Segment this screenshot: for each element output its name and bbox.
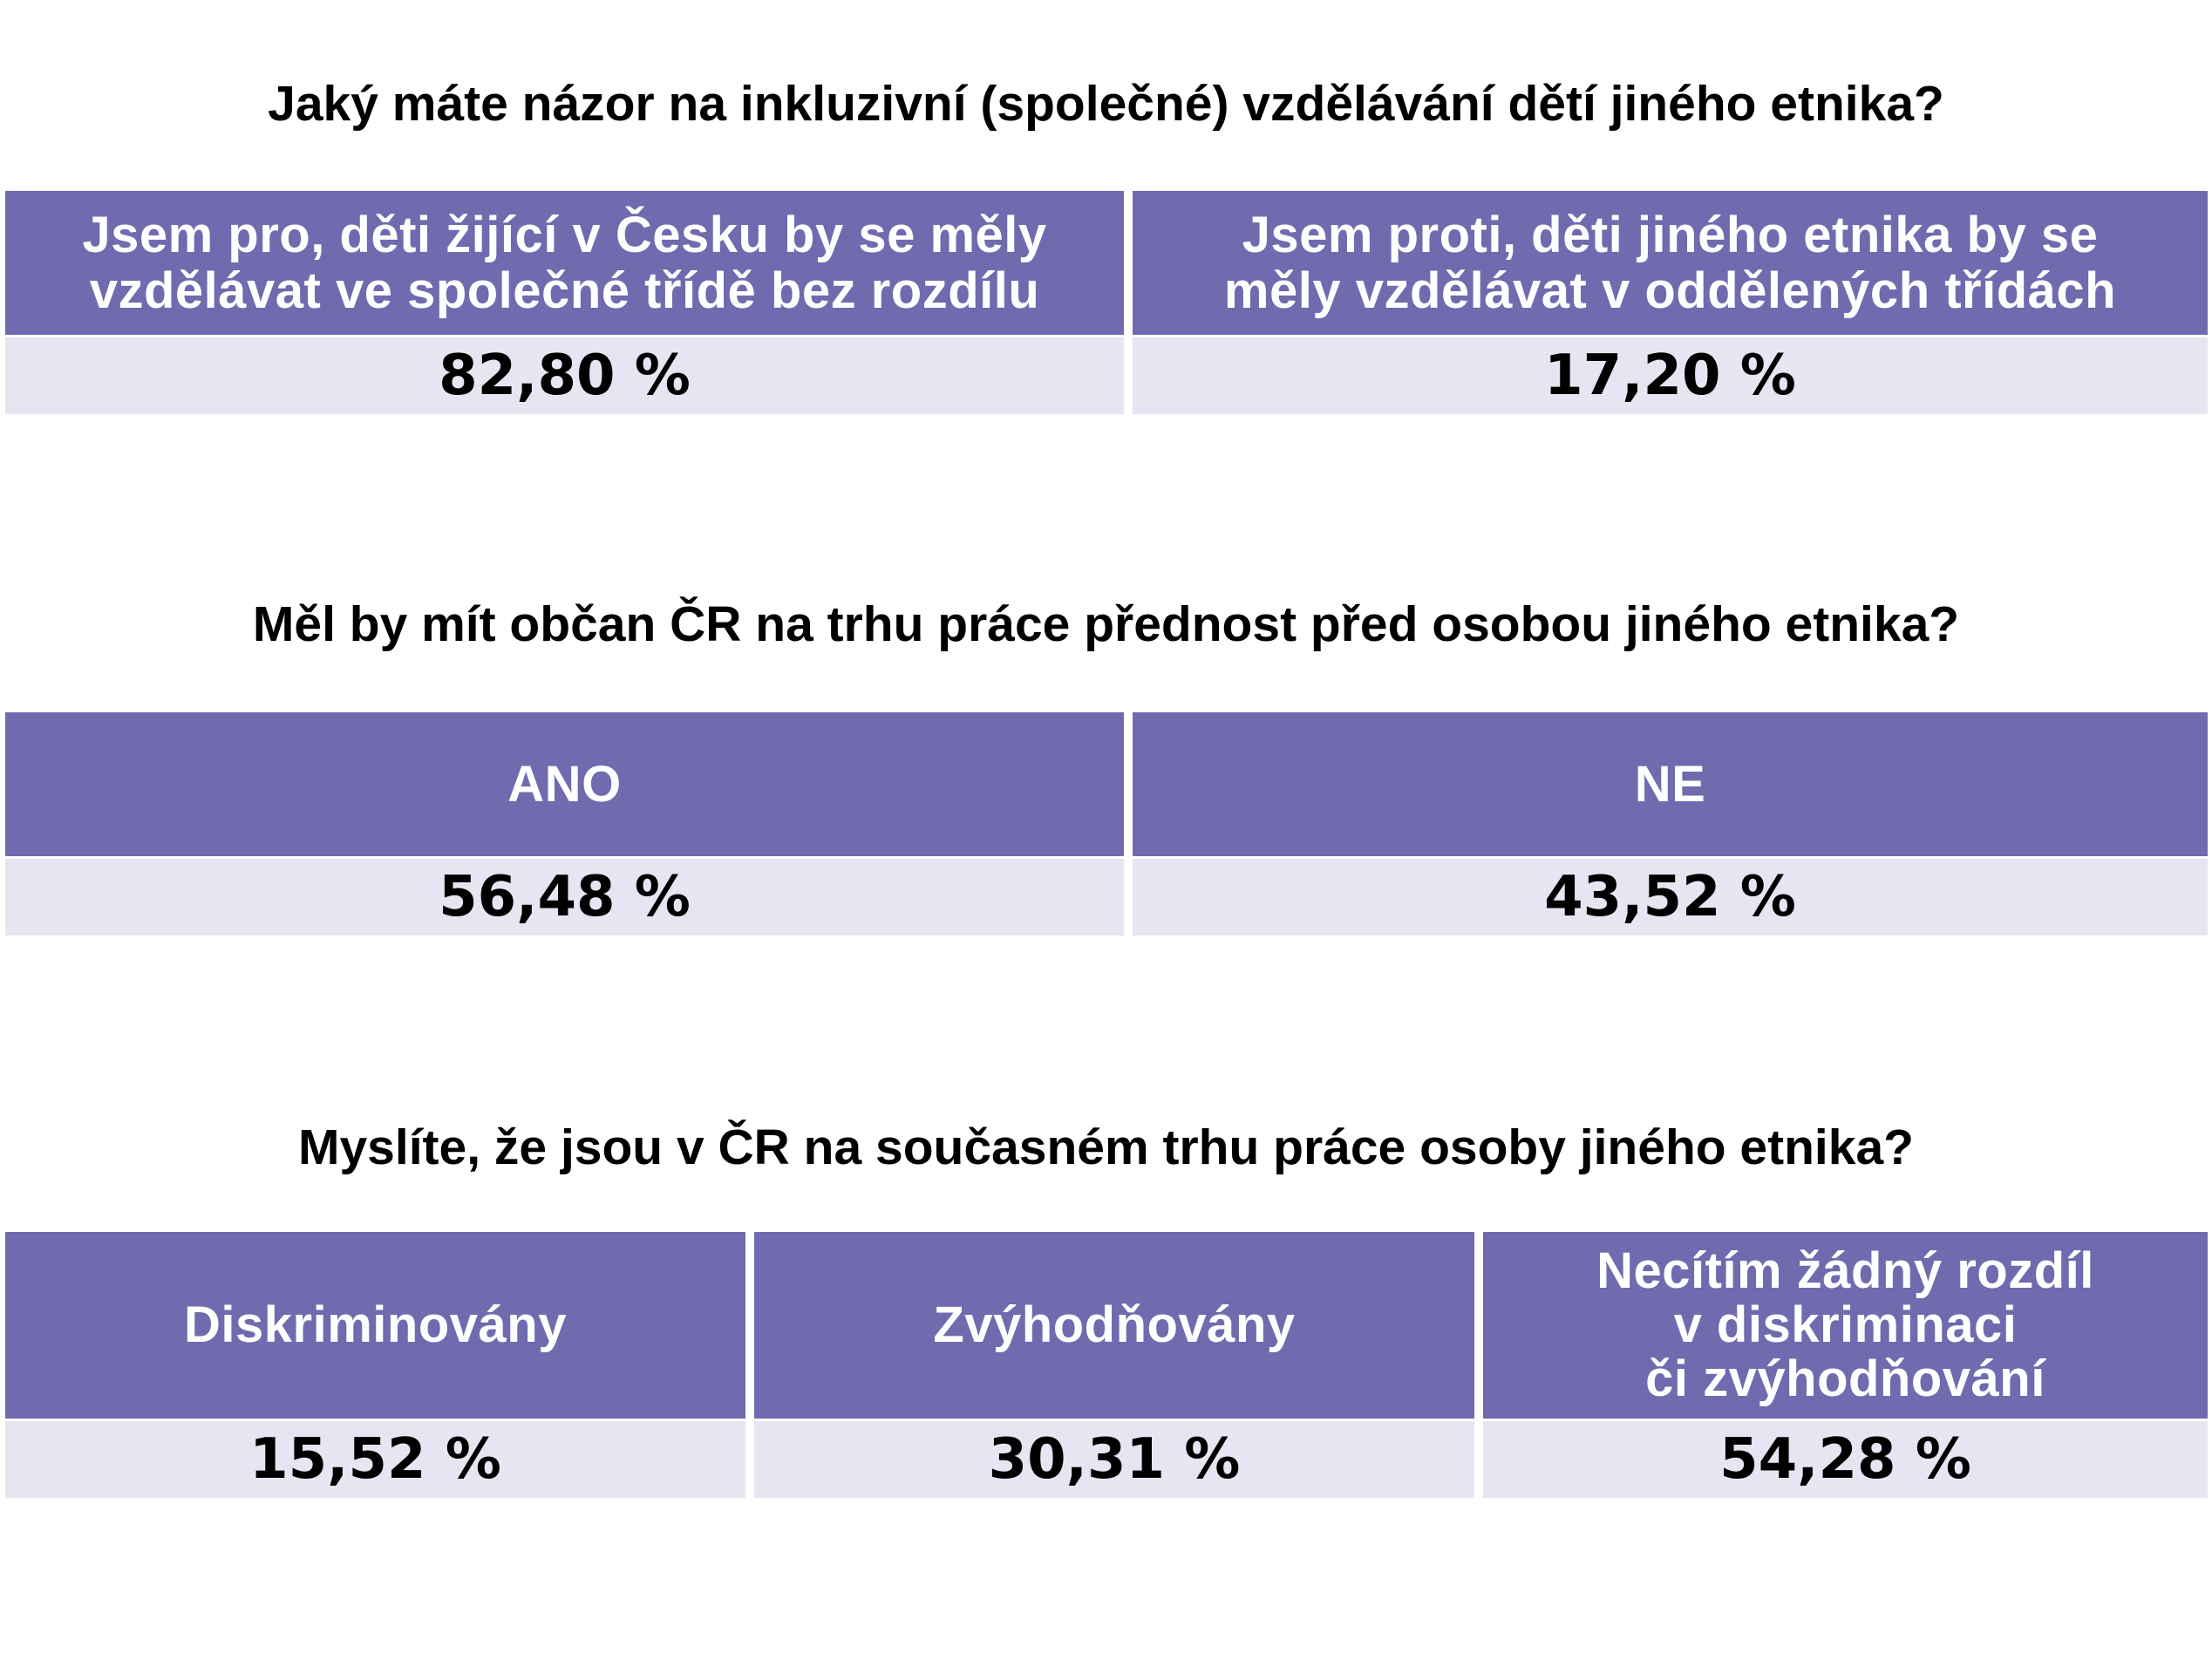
question-2-table (5, 712, 2208, 936)
table-header-cell: Zvýhodňovány (754, 1232, 1474, 1419)
table-header-cell: ANO (5, 712, 1124, 856)
table-header-cell: Necítím žádný rozdíl v diskriminaci či zvýhodňování (1483, 1232, 2208, 1419)
question-3-table (5, 1232, 2208, 1498)
table-header-cell: Diskriminovány (5, 1232, 745, 1419)
question-1-title: Jaký máte názor na inkluzivní (společné) vzdělávání dětí jiného etnika? (268, 76, 1944, 132)
table-value-cell: 54,28 % (1483, 1421, 2208, 1498)
question-3-title: Myslíte, že jsou v ČR na současném trhu práce osoby jiného etnika? (298, 1119, 1914, 1175)
table-value-cell: 30,31 % (754, 1421, 1474, 1498)
question-1-table (5, 191, 2208, 414)
question-2-title: Měl by mít občan ČR na trhu práce přednost před osobou jiného etnika? (252, 596, 1960, 652)
table-header-cell: NE (1133, 712, 2208, 856)
table-value-cell: 17,20 % (1133, 337, 2208, 414)
table-value-cell: 15,52 % (5, 1421, 745, 1498)
table-value-cell: 82,80 % (5, 337, 1124, 414)
table-header-cell: Jsem proti, děti jiného etnika by se měly vzdělávat v oddělených třídách (1133, 191, 2208, 335)
table-header-cell: Jsem pro, děti žijící v Česku by se měly vzdělávat ve společné třídě bez rozdílu (5, 191, 1124, 335)
table-value-cell: 43,52 % (1133, 859, 2208, 936)
table-value-cell: 56,48 % (5, 859, 1124, 936)
